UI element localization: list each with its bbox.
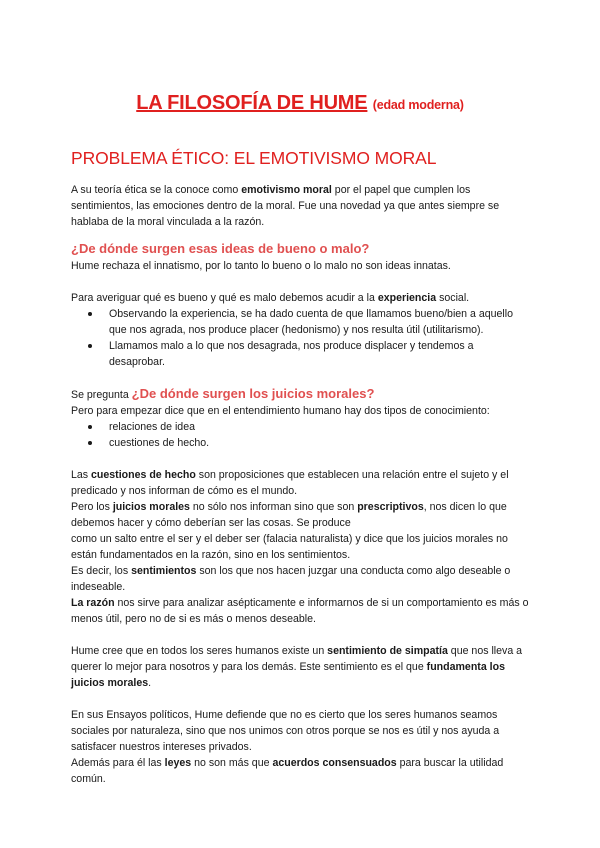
intro-paragraph: A su teoría ética se la conoce como emotivismo moral por el papel que cumplen los sentimientos, las emociones dentro de la moral. Fue una novedad ya que antes siempre se hablaba de la moral vinculada a la razón.	[71, 184, 500, 228]
title-main: LA FILOSOFÍA DE HUME	[136, 92, 368, 114]
experience-bullet-list	[71, 306, 531, 370]
list-item: Llamamos malo a lo que nos desagrada, nos produce displacer y tendemos a desaprobar.	[109, 338, 531, 370]
document-title	[0, 92, 600, 115]
list-item: relaciones de idea	[109, 419, 531, 435]
innatismo-paragraph: Hume rechaza el innatismo, por lo tanto lo bueno o lo malo no son ideas innatas.	[71, 260, 451, 272]
knowledge-types-list	[71, 419, 531, 451]
title-subtitle: (edad moderna)	[372, 98, 464, 112]
document-body	[71, 182, 531, 787]
juicios-paragraph-cont: como un salto entre el ser y el deber ser (falacia naturalista) y dice que los juicios morales no están fundamentados en la razón, sino en los sentimientos.	[71, 533, 508, 561]
pregunta-paragraph: Se pregunta ¿De dónde surgen los juicios morales?	[71, 386, 375, 401]
section-heading: PROBLEMA ÉTICO: EL EMOTIVISMO MORAL	[71, 148, 437, 168]
sentimientos-paragraph: Es decir, los sentimientos son los que nos hacen juzgar una conducta como algo deseable o indeseable.	[71, 565, 511, 593]
razon-paragraph: La razón nos sirve para analizar asépticamente e informarnos de si un comportamiento es más o menos útil, pero no de si es más o menos deseable.	[71, 597, 529, 625]
empezar-paragraph: Pero para empezar dice que en el entendimiento humano hay dos tipos de conocimiento:	[71, 405, 490, 417]
simpatia-paragraph: Hume cree que en todos los seres humanos existe un sentimiento de simpatía que nos lleva a querer lo mejor para nosotros y para los demás. Este sentimiento es el que fundamenta los juicios morales.	[71, 645, 523, 689]
leyes-paragraph: Además para él las leyes no son más que acuerdos consensuados para buscar la utilidad común.	[71, 757, 504, 785]
question-heading-1: ¿De dónde surgen esas ideas de bueno o malo?	[71, 241, 370, 256]
list-item: Observando la experiencia, se ha dado cuenta de que llamamos bueno/bien a aquello que nos agrada, nos produce placer (hedonismo) y nos resulta útil (utilitarismo).	[109, 306, 531, 338]
list-item: cuestiones de hecho.	[109, 435, 531, 451]
ensayos-paragraph: En sus Ensayos políticos, Hume defiende que no es cierto que los seres humanos seamos sociales por naturaleza, sino que nos unimos con otros porque se nos es útil y nos ayuda a satisfacer nuestros intereses privados.	[71, 709, 500, 753]
juicios-paragraph: Pero los juicios morales no sólo nos informan sino que son prescriptivos, nos dicen lo que debemos hacer y cómo deberían ser las cosas. Se produce	[71, 501, 507, 529]
averiguar-paragraph: Para averiguar qué es bueno y qué es malo debemos acudir a la experiencia social.	[71, 292, 470, 304]
cuestiones-paragraph: Las cuestiones de hecho son proposiciones que establecen una relación entre el sujeto y el predicado y nos informan de cómo es el mundo.	[71, 469, 509, 497]
